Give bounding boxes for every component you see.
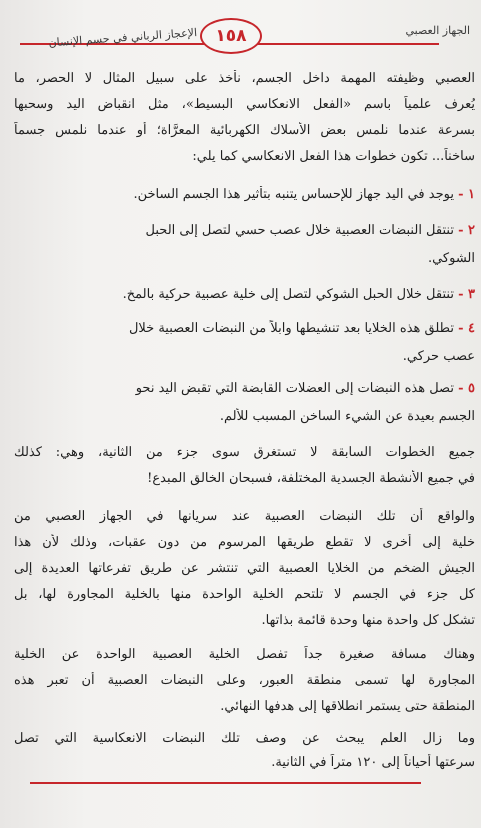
list-item: ٤ - تطلق هذه الخلايا بعد تنشيطها وابلاً من النبضات العصبية خلال [128, 321, 475, 336]
text-line: خلية إلى أخرى لا تقطع طريقها المرسوم من دون عقبات، وذلك لأن هذا [14, 535, 475, 550]
list-number: ١ - [458, 187, 475, 202]
text-line: المنطقة حتى يستمر انطلاقها إلى هدفها النهائي. [220, 699, 475, 714]
body-text [0, 70, 481, 770]
text-line: تشكل كل واحدة منها وحدة قائمة بذاتها. [261, 613, 475, 628]
text-line: سرعتها أحياناً إلى ١٢٠ متراً في الثانية. [271, 755, 475, 770]
list-item: ٥ - تصل هذه النبضات إلى العضلات القابضة التي تقبض اليد نحو [135, 381, 475, 396]
footer-rule [30, 782, 421, 784]
text-line: وما زال العلم يبحث عن وصف تلك النبضات الانعكاسية التي تصل [14, 731, 475, 746]
running-title-chapter: الجهاز العصبي [405, 24, 470, 37]
running-title-book: الإعجاز الرباني في جسم الإنسان [48, 26, 198, 50]
page-number: ١٥٨ [200, 18, 262, 54]
list-number: ٢ - [458, 223, 475, 238]
list-number: ٤ - [458, 321, 475, 336]
text-line: العصبي وظيفته المهمة داخل الجسم، نأخذ على سبيل المثال لا الحصر، ما [14, 71, 475, 86]
text-line: وهناك مسافة صغيرة جداً تفصل الخلية العصبية الواحدة عن الخلية [14, 647, 475, 662]
text-line: في جميع الأنشطة الجسدية المختلفة، فسبحان الخالق المبدع! [147, 471, 475, 486]
list-number: ٣ - [458, 287, 475, 302]
text-line: الجيش الضخم من الخلايا العصبية التي تنتشر عن طريق تفرعاتها العديدة إلى [14, 561, 475, 576]
text-line: المجاورة لها تسمى منطقة العبور، وعلى النبضات العصبية أن تعبر هذه [14, 673, 475, 688]
text-line: كل جزء في الجسم لا تلتحم الخلية الواحدة منها بالخلية المجاورة لها، بل [14, 587, 475, 602]
list-item: ٣ - تنتقل خلال الحبل الشوكي لتصل إلى خلية عصبية حركية بالمخ. [122, 287, 475, 302]
list-number: ٥ - [458, 381, 475, 396]
text-line: ساخناً... تكون خطوات هذا الفعل الانعكاسي كما يلي: [192, 149, 475, 164]
list-item: ١ - يوجد في اليد جهاز للإحساس يتنبه بتأثير هذا الجسم الساخن. [133, 187, 475, 202]
text-line: الجسم بعيدة عن الشيء الساخن المسبب للألم. [219, 409, 475, 424]
text-line: الشوكي. [427, 251, 475, 266]
text-line: يُعرف علمياً باسم «الفعل الانعكاسي البسيط»، مثل انقباض اليد وسحبها [14, 97, 475, 112]
text-line: بسرعة عندما نلمس بعض الأسلاك الكهربائية المعرَّاة؛ أو عندما نلمس جسماً [14, 123, 475, 138]
text-line: جميع الخطوات السابقة لا تستغرق سوى جزء من الثانية، وهي: كذلك [14, 445, 475, 460]
list-item: ٢ - تنتقل النبضات العصبية خلال عصب حسي لتصل إلى الحبل [145, 223, 475, 238]
text-line: والواقع أن تلك النبضات العصبية عند سريانها في الجهاز العصبي من [14, 509, 475, 524]
text-line: عصب حركي. [402, 349, 475, 364]
